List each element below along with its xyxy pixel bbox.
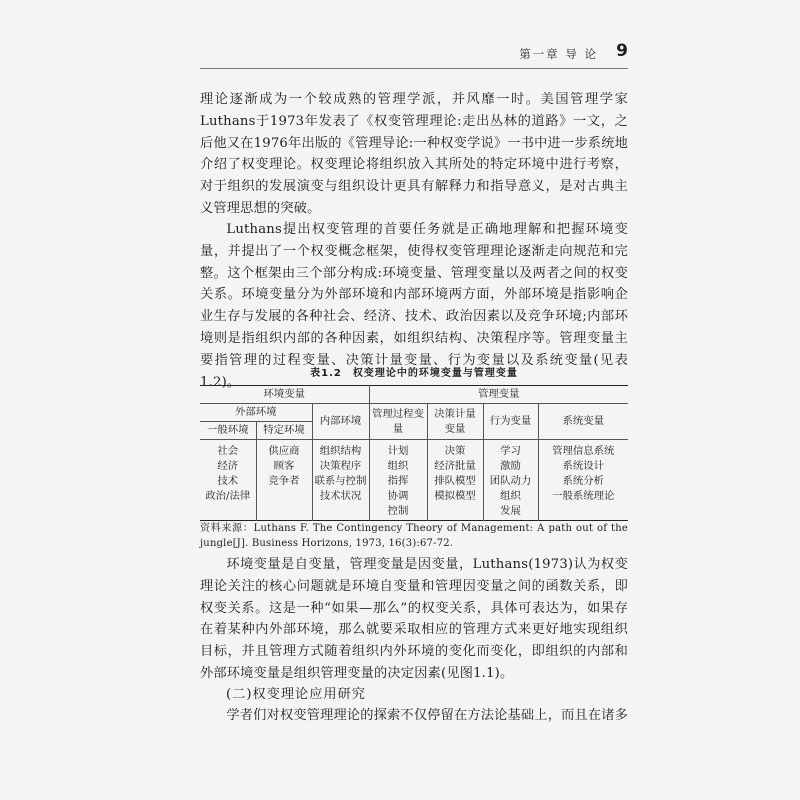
- paragraph-4: 学者们对权变管理理论的探索不仅停留在方法论基础上，而且在诸多: [226, 708, 629, 723]
- behavior-var-header: 行为变量: [483, 404, 538, 440]
- page-number: 9: [616, 41, 628, 61]
- process-item: 组织: [387, 460, 409, 472]
- internal-item: 技术状况: [319, 490, 362, 502]
- specific-env-cell: [256, 440, 312, 521]
- internal-env-cell: [312, 440, 369, 521]
- general-item: 社会: [217, 445, 239, 457]
- behavior-item: 组织: [500, 490, 521, 502]
- behavior-item: 发展: [500, 505, 521, 517]
- behavior-var-cell: [483, 440, 538, 521]
- general-item: 经济: [217, 460, 239, 472]
- specific-item: 供应商: [268, 445, 300, 457]
- system-item: 系统设计: [562, 460, 605, 472]
- variables-table: [200, 385, 628, 521]
- paragraph-1: 理论逐渐成为一个较成熟的管理学派，并风靡一时。美国管理学家Luthans于1973年发表了《权变管理理论:走出丛林的道路》一文，之后他又在1976年出版的《管理导论:一种权变学说》一书中进一步系统地介绍了权变理论。权变理论将组织放入其所处的特定环境中进行考察，对于组织的发展演变与组织设计更具有解释力和指导意义，是对古典主义管理思想的突破。: [200, 92, 628, 216]
- external-env-header: 外部环境: [200, 404, 312, 422]
- decision-item: 决策: [444, 445, 466, 457]
- decision-item: 模拟模型: [434, 490, 476, 502]
- behavior-item: 学习: [500, 445, 521, 457]
- running-header: [200, 40, 628, 69]
- env-variables-header: 环境变量: [200, 386, 369, 404]
- behavior-item: 团队动力: [489, 475, 532, 487]
- process-item: 协调: [387, 490, 409, 502]
- specific-item: 竞争者: [268, 475, 300, 487]
- system-var-cell: [538, 440, 628, 521]
- mgmt-variables-header: 管理变量: [369, 386, 628, 404]
- system-item: 系统分析: [562, 475, 605, 487]
- paragraph-2: Luthans提出权变管理的首要任务就是正确地理解和把握环境变量，并提出了一个权变概念框架，使得权变管理理论逐渐走向规范和完整。这个框架由三个部分构成:环境变量、管理变量以及两者之间的权变关系。环境变量分为外部环境和内部环境两方面，外部环境是指影响企业生存与发展的各种社会、经济、技术、政治因素以及竞争环境;内部环境则是指组织内部的各种因素，如组织结构、决策程序等。管理变量主要指管理的过程变量、决策计量变量、行为变量以及系统变量(见表1.2)。: [200, 222, 628, 390]
- process-item: 指挥: [387, 475, 409, 487]
- table-source: 资料来源：Luthans F. The Contingency Theory of Management: A path out of the jungle[J]. Business Horizons, 1973, 16(3):67-72.: [200, 523, 628, 549]
- internal-item: 决策程序: [319, 460, 362, 472]
- general-item: 技术: [217, 475, 239, 487]
- chapter-title: 第一章 导 论: [519, 47, 598, 61]
- decision-item: 排队模型: [434, 475, 476, 487]
- process-item: 计划: [387, 445, 409, 457]
- process-item: 控制: [387, 505, 409, 517]
- internal-item: 组织结构: [319, 445, 362, 457]
- section-heading: (二)权变理论应用研究: [226, 687, 366, 702]
- process-var-header: 管理过程变量: [369, 404, 427, 440]
- process-var-cell: [369, 440, 427, 521]
- behavior-item: 激励: [500, 460, 521, 472]
- specific-item: 顾客: [273, 460, 295, 472]
- internal-item: 联系与控制: [314, 475, 367, 487]
- system-item: 管理信息系统: [552, 445, 615, 457]
- system-var-header: 系统变量: [538, 404, 628, 440]
- table-title: 表1.2 权变理论中的环境变量与管理变量: [310, 368, 518, 379]
- internal-env-header: 内部环境: [312, 404, 369, 440]
- general-env-header: 一般环境: [200, 422, 256, 440]
- paragraph-3: 环境变量是自变量，管理变量是因变量，Luthans(1973)认为权变理论关注的核心问题就是环境自变量和管理因变量之间的函数关系，即权变关系。这是一种“如果—那么”的权变关系，具体可表达为，如果存在着某种内外部环境，那么就要采取相应的管理方式来更好地实现组织目标，并且管理方式随着组织内外环境的变化而变化，即组织的内部和外部环境变量是组织管理变量的决定因素(见图1.1)。: [200, 557, 628, 681]
- decision-item: 经济批量: [434, 460, 476, 472]
- decision-var-cell: [427, 440, 483, 521]
- general-item: 政治/法律: [205, 490, 251, 502]
- general-env-cell: [200, 440, 256, 521]
- system-item: 一般系统理论: [552, 490, 615, 502]
- specific-env-header: 特定环境: [256, 422, 312, 440]
- decision-var-header: 决策计量变量: [427, 404, 483, 440]
